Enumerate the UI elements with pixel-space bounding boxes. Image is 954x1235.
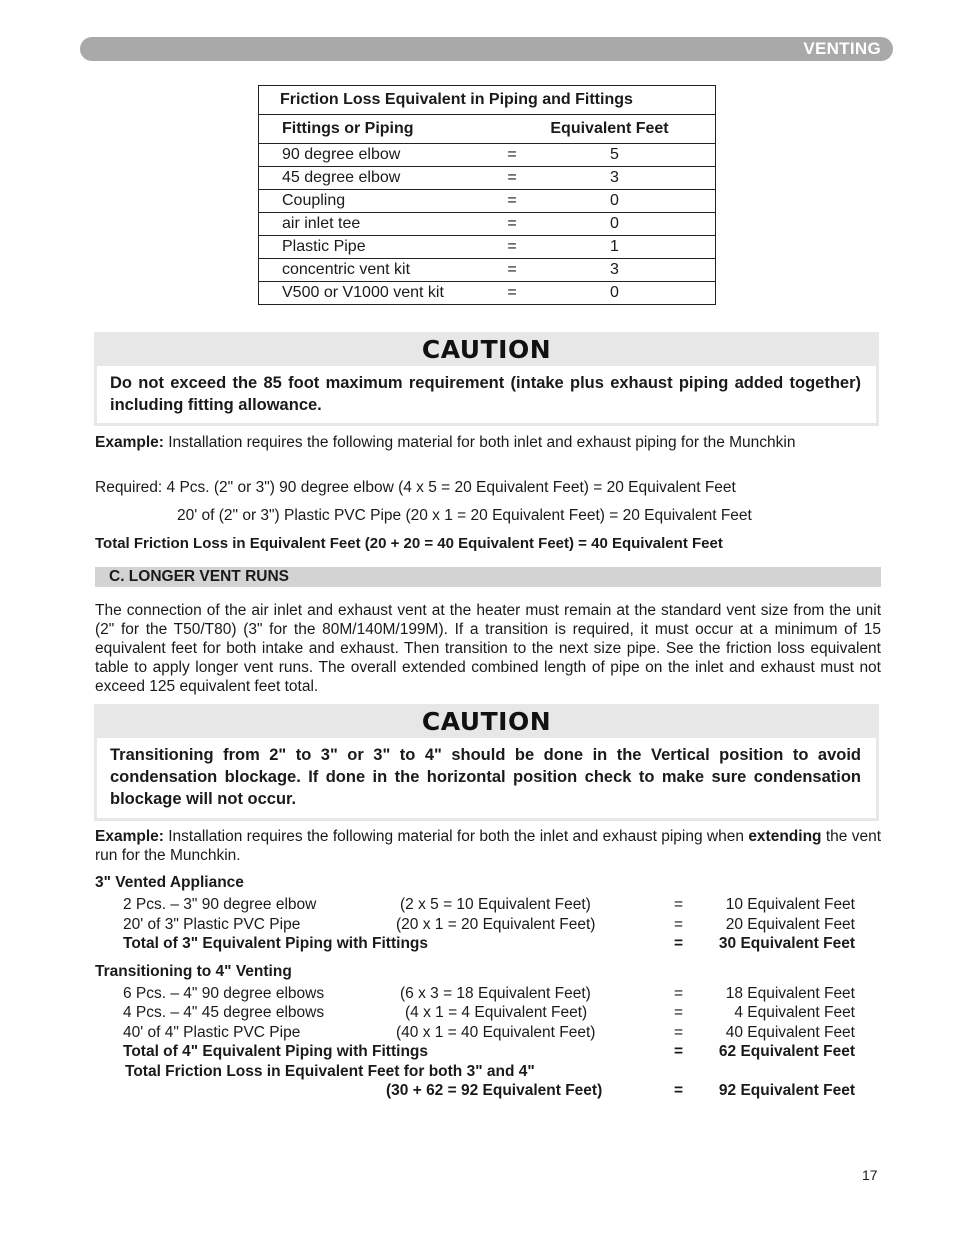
calc-equals: = <box>674 1024 684 1041</box>
row-item: V500 or V1000 vent kit <box>282 284 444 301</box>
row-item: concentric vent kit <box>259 259 493 282</box>
calc-result: 4 Equivalent Feet <box>734 1004 855 1021</box>
example-text: Installation requires the following material for both inlet and exhaust piping for the Munchkin <box>163 434 796 451</box>
row-feet: 0 <box>610 284 619 301</box>
row-feet: 0 <box>532 213 716 236</box>
example-bold-word: extending <box>748 828 822 845</box>
calc-total-label: Total of 3" Equivalent Piping with Fittings <box>123 935 428 952</box>
section-header-title: VENTING <box>803 39 881 58</box>
row-item: 45 degree elbow <box>259 167 493 190</box>
calc-result: 10 Equivalent Feet <box>725 896 855 913</box>
table-row <box>259 213 716 236</box>
row-item: air inlet tee <box>259 213 493 236</box>
calc-result: 40 Equivalent Feet <box>725 1024 855 1041</box>
row-equals: = <box>507 284 517 301</box>
row-feet: 5 <box>532 144 716 167</box>
calc-item: 2 Pcs. – 3" 90 degree elbow <box>123 896 317 913</box>
grand-total-value: 92 Equivalent Feet <box>718 1082 855 1099</box>
row-equals: = <box>492 236 532 259</box>
calc-result: 20 Equivalent Feet <box>725 916 855 933</box>
calc-formula: (2 x 5 = 10 Equivalent Feet) <box>400 896 591 913</box>
table-row <box>259 167 716 190</box>
row-equals: = <box>492 213 532 236</box>
example-paragraph <box>95 433 881 452</box>
calc-item: 4 Pcs. – 4" 45 degree elbows <box>123 1004 325 1021</box>
row-feet: 3 <box>532 167 716 190</box>
row-item: 90 degree elbow <box>259 144 493 167</box>
table-row <box>259 236 716 259</box>
section-heading: C. LONGER VENT RUNS <box>109 568 289 585</box>
row-equals: = <box>492 259 532 282</box>
calc-equals: = <box>674 935 684 952</box>
calc-formula: (40 x 1 = 40 Equivalent Feet) <box>396 1024 596 1041</box>
calc-equals: = <box>674 1082 684 1099</box>
calc-item: 6 Pcs. – 4" 90 degree elbows <box>123 985 325 1002</box>
calc-equals: = <box>674 985 684 1002</box>
table-row <box>259 190 716 213</box>
calc-total-value: 30 Equivalent Feet <box>718 935 855 952</box>
total-friction-line: Total Friction Loss in Equivalent Feet (20 + 20 = 40 Equivalent Feet) = 40 Equivalent Feet <box>95 535 723 552</box>
page-number: 17 <box>862 1167 878 1183</box>
grand-total-formula: (30 + 62 = 92 Equivalent Feet) <box>386 1082 603 1099</box>
calc-equals: = <box>674 1004 684 1021</box>
calc-formula: (6 x 3 = 18 Equivalent Feet) <box>400 985 591 1002</box>
calc-item: 40' of 4" Plastic PVC Pipe <box>123 1024 301 1041</box>
calc-equals: = <box>674 916 684 933</box>
calc-formula: (20 x 1 = 20 Equivalent Feet) <box>396 916 596 933</box>
subsection-heading: Transitioning to 4" Venting <box>95 963 292 980</box>
example-text: Installation requires the following material for both the inlet and exhaust piping when <box>163 828 749 845</box>
table-row <box>259 282 716 305</box>
caution-box <box>94 704 879 821</box>
row-feet: 0 <box>532 190 716 213</box>
table-title: Friction Loss Equivalent in Piping and Fittings <box>259 86 716 115</box>
table-row <box>259 259 716 282</box>
row-equals: = <box>492 144 532 167</box>
row-equals: = <box>492 190 532 213</box>
friction-loss-table <box>258 85 716 305</box>
row-item: Coupling <box>259 190 493 213</box>
caution-text: Transitioning from 2" to 3" or 3" to 4" should be done in the Vertical position to avoid condensation blockage. If done in the horizontal position check to make sure condensation blockage will not occur. <box>97 738 876 818</box>
section-header-bar <box>80 37 893 61</box>
subsection-heading: 3" Vented Appliance <box>95 874 244 891</box>
caution-text: Do not exceed the 85 foot maximum requirement (intake plus exhaust piping added together) including fitting allowance. <box>97 366 876 423</box>
table-row <box>259 144 716 167</box>
section-heading-bar <box>95 567 881 587</box>
row-equals: = <box>492 167 532 190</box>
section-paragraph: The connection of the air inlet and exhaust vent at the heater must remain at the standard vent size from the unit (2" for the T50/T80) (3" for the 80M/140M/199M). If a transition is required, it must occur at a minimum of 15 equivalent feet for both intake and exhaust. Then transition to the next size pipe. See the friction loss equivalent table to apply longer vent runs. The overall extended combined length of pipe on the inlet and exhaust must not exceed 125 equivalent feet total. <box>95 602 881 695</box>
caution-title: CAUTION <box>421 335 552 364</box>
calc-result: 18 Equivalent Feet <box>725 985 855 1002</box>
calc-total-label: Total of 4" Equivalent Piping with Fittings <box>123 1043 428 1060</box>
row-feet: 1 <box>532 236 716 259</box>
required-line: 20' of (2" or 3") Plastic PVC Pipe (20 x 1 = 20 Equivalent Feet) = 20 Equivalent Feet <box>177 507 752 524</box>
grand-total-label: Total Friction Loss in Equivalent Feet for both 3" and 4" <box>125 1063 535 1080</box>
calc-formula: (4 x 1 = 4 Equivalent Feet) <box>405 1004 588 1021</box>
table-header-fittings: Fittings or Piping <box>259 115 493 144</box>
example-label: Example: <box>95 828 164 845</box>
calc-equals: = <box>674 1043 684 1060</box>
row-item: Plastic Pipe <box>259 236 493 259</box>
required-line: Required: 4 Pcs. (2" or 3") 90 degree elbow (4 x 5 = 20 Equivalent Feet) = 20 Equivalent Feet <box>95 479 736 496</box>
caution-box <box>94 332 879 426</box>
calc-item: 20' of 3" Plastic PVC Pipe <box>123 916 301 933</box>
table-header-equivalent: Equivalent Feet <box>532 115 716 144</box>
calc-total-value: 62 Equivalent Feet <box>718 1043 855 1060</box>
row-feet: 3 <box>532 259 716 282</box>
example-label: Example: <box>95 434 164 451</box>
caution-title: CAUTION <box>421 707 552 736</box>
example-text: the vent run for the Munchkin. <box>95 828 881 864</box>
example-paragraph <box>95 827 881 865</box>
calc-equals: = <box>674 896 684 913</box>
